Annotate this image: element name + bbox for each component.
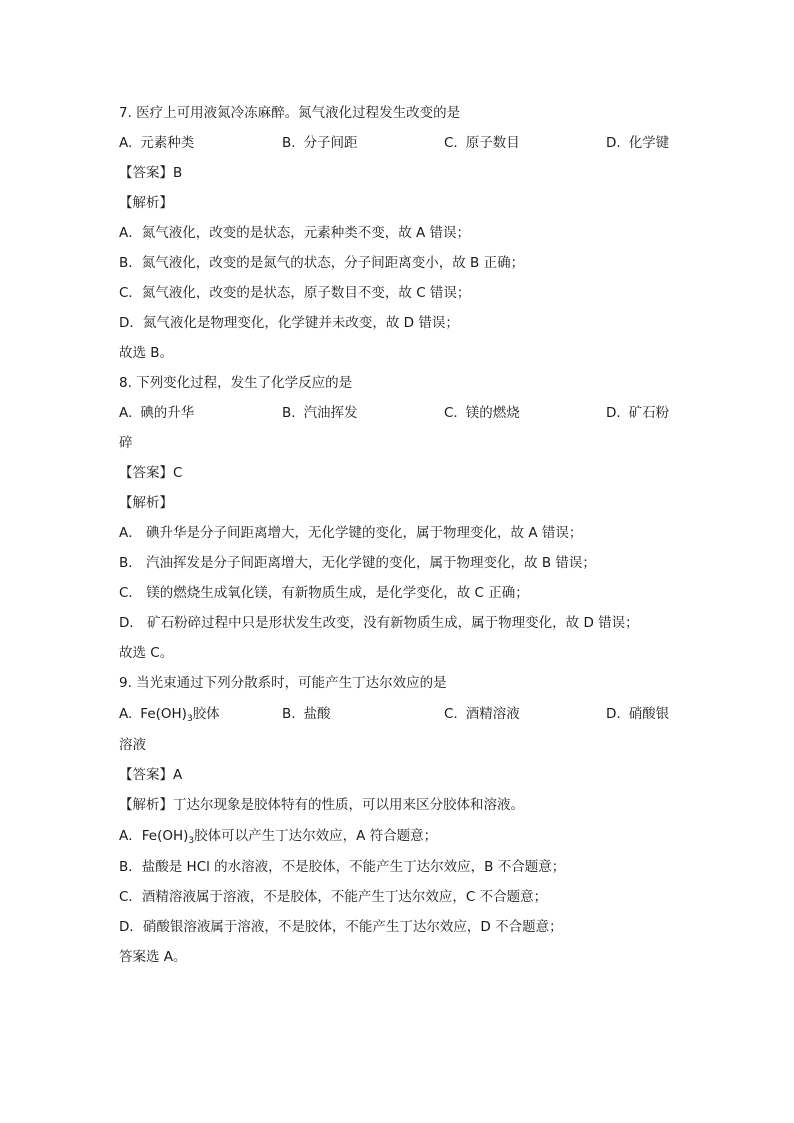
question-7-analysis-label: 【解析】 — [119, 195, 173, 211]
question-9-analysis-intro: 【解析】丁达尔现象是胶体特有的性质，可以用来区分胶体和溶液。 — [119, 797, 524, 813]
option-b: B. 汽油挥发 — [282, 405, 358, 421]
option-b: B. 分子间距 — [282, 135, 358, 151]
analysis-line: C．氮气液化，改变的是状态，原子数目不变，故 C 错误； — [119, 285, 471, 301]
option-a: A. 碘的升华 — [119, 405, 195, 421]
question-9-conclusion: 答案选 A。 — [119, 949, 187, 965]
option-wrap-text: 碎 — [119, 435, 133, 451]
option-d: D. 化学键 — [606, 135, 670, 151]
question-8-analysis-label: 【解析】 — [119, 495, 173, 511]
analysis-line: A．$Fe(OH)_3$胶体可以产生丁达尔效应，A 符合题意； — [119, 828, 438, 846]
analysis-line: B．氮气液化，改变的是氮气的状态，分子间距离变小，故 B 正确； — [119, 255, 525, 271]
analysis-line: B． 汽油挥发是分子间距离增大，无化学键的变化，属于物理变化，故 B 错误； — [119, 555, 596, 571]
option-c: C. 酒精溶液 — [444, 706, 520, 722]
option-d: D. 硝酸银 — [606, 706, 670, 722]
option-a: A. 元素种类 — [119, 135, 195, 151]
question-9-options — [119, 705, 679, 723]
question-7-conclusion: 故选 B。 — [119, 345, 174, 361]
question-9-answer: 【答案】A — [119, 767, 183, 783]
analysis-line: A． 碘升华是分子间距离增大，无化学键的变化，属于物理变化，故 A 错误； — [119, 525, 583, 541]
question-8-stem: 8. 下列变化过程，发生了化学反应的是 — [119, 375, 353, 391]
analysis-line: C．酒精溶液属于溶液，不是胶体，不能产生丁达尔效应，C 不合题意； — [119, 889, 548, 905]
option-a: A. $Fe(OH)_3$胶体 — [119, 706, 220, 724]
question-7-options — [119, 134, 679, 152]
option-d: D. 矿石粉 — [606, 405, 670, 421]
question-7-answer: 【答案】B — [119, 165, 183, 181]
analysis-line: B．盐酸是 HCl 的水溶液，不是胶体，不能产生丁达尔效应，B 不合题意； — [119, 859, 566, 875]
analysis-line: D．氮气液化是物理变化，化学键并未改变，故 D 错误； — [119, 315, 459, 331]
analysis-line: A．氮气液化，改变的是状态，元素种类不变，故 A 错误； — [119, 225, 471, 241]
analysis-line: D． 矿石粉碎过程中只是形状发生改变，没有新物质生成，属于物理变化，故 D 错误； — [119, 615, 639, 631]
option-b: B. 盐酸 — [282, 706, 331, 722]
question-8-options — [119, 404, 679, 422]
option-wrap-text: 溶液 — [119, 737, 146, 753]
option-c: C. 镁的燃烧 — [444, 405, 520, 421]
document-page — [119, 104, 679, 966]
analysis-line: D．硝酸银溶液属于溶液，不是胶体，不能产生丁达尔效应，D 不合题意； — [119, 919, 563, 935]
question-8-answer: 【答案】C — [119, 465, 183, 481]
analysis-line: C． 镁的燃烧生成氧化镁，有新物质生成，是化学变化，故 C 正确； — [119, 585, 529, 601]
question-7-stem: 7. 医疗上可用液氮冷冻麻醉。氮气液化过程发生改变的是 — [119, 105, 461, 121]
option-c: C. 原子数目 — [444, 135, 520, 151]
question-8-conclusion: 故选 C。 — [119, 645, 174, 661]
question-9-stem: 9. 当光束通过下列分散系时，可能产生丁达尔效应的是 — [119, 675, 447, 691]
